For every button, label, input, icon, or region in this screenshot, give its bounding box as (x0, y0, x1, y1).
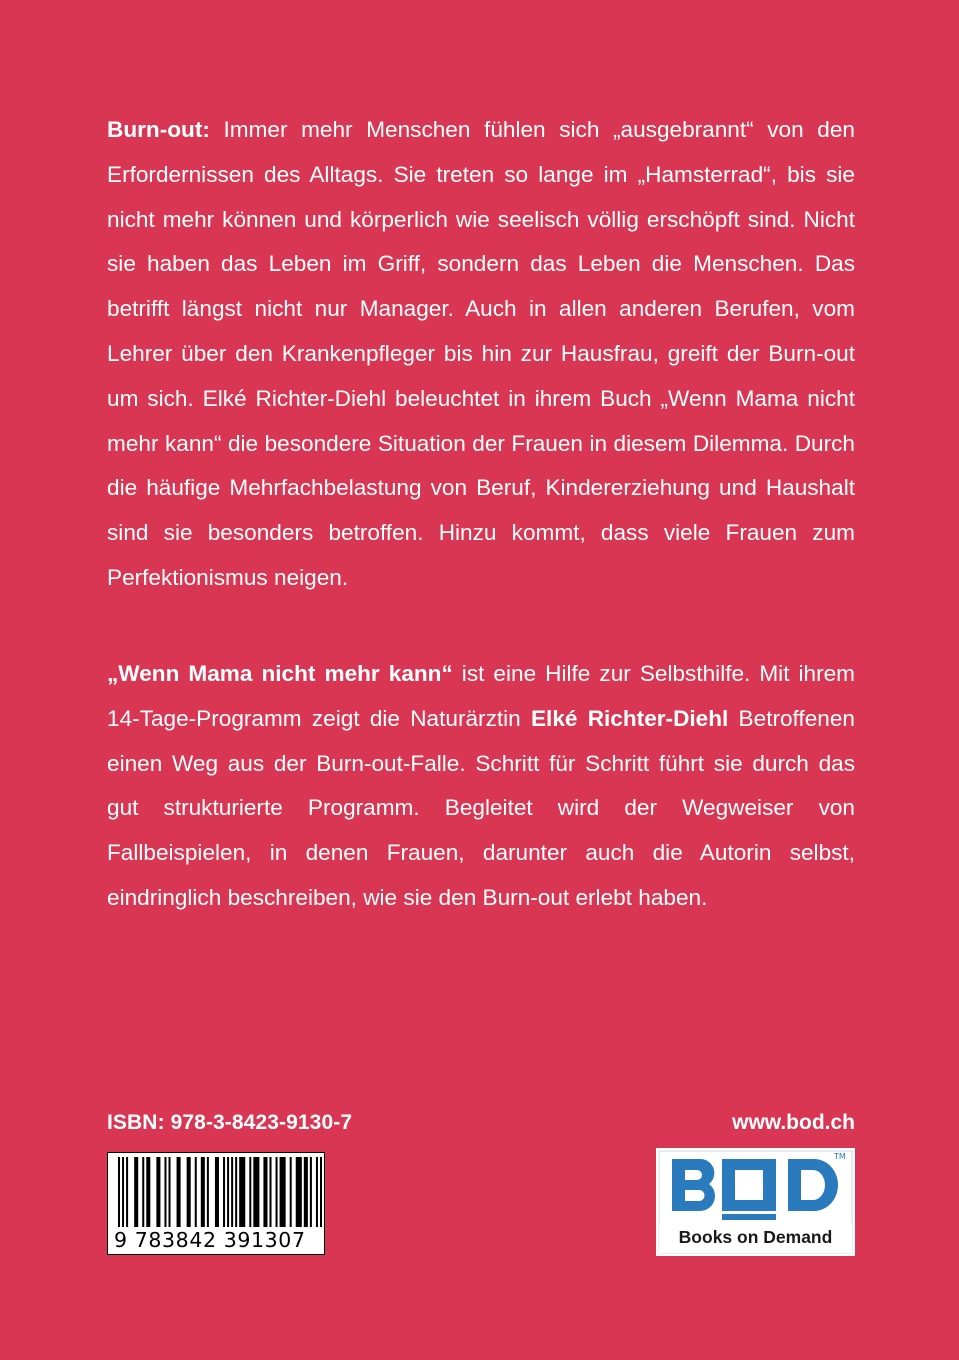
barcode-bar (134, 1157, 138, 1227)
barcode-bar (253, 1157, 259, 1227)
isbn-label: ISBN: 978-3-8423-9130-7 (107, 1111, 353, 1134)
bod-tagline: Books on Demand (678, 1227, 833, 1247)
barcode-bar (169, 1157, 171, 1227)
barcode-bar (296, 1157, 302, 1227)
barcode-bar (126, 1157, 128, 1227)
barcode-bar (263, 1157, 267, 1227)
barcode-bar (290, 1157, 292, 1227)
barcode-bar (227, 1157, 229, 1227)
barcode-bar (215, 1157, 219, 1227)
burnout-lead-label: Burn-out: (107, 117, 210, 142)
barcode-digits: 9 783842 391307 (114, 1228, 306, 1252)
barcode-bar (146, 1157, 150, 1227)
barcode-bar (207, 1157, 209, 1227)
barcode-bar (231, 1157, 233, 1227)
barcode-bar (249, 1157, 251, 1227)
description-text: Immer mehr Menschen fühlen sich „ausgebrannt“ von den Erfordernissen des Alltags. Sie treten so lange im „Hamsterrad“, bis sie nicht mehr können und körperlich wie seelisch völlig erschöpft sind. Nicht sie haben das Leben im Griff, sondern das Leben die Menschen. Das betrifft längst nicht nur Manager. Auch in allen anderen Berufen, vom Lehrer über den Krankenpfleger bis hin zur Hausfrau, greift der Burn-out um sich. Elké Richter-Diehl beleuchtet in ihrem Buch „Wenn Mama nicht mehr kann“ die besondere Situation der Frauen in diesem Dilemma. Durch die häufige Mehrfachbelastung von Beruf, Kindererziehung und Haushalt sind sie besonders betroffen. Hinzu kommt, dass viele Frauen zum Perfektionismus neigen. (107, 117, 855, 590)
description-paragraph (107, 108, 855, 601)
summary-text-1: ist eine Hilfe zur Selbsthilfe. Mit ihrem 14-Tage-Programm zeigt die Naturärztin (107, 661, 855, 731)
barcode-bar (280, 1157, 286, 1227)
barcode-bar (320, 1157, 322, 1227)
barcode-bar (156, 1157, 160, 1227)
barcode-bar (201, 1157, 205, 1227)
barcode-bar (223, 1157, 225, 1227)
author-name: Elké Richter-Diehl (530, 705, 729, 731)
summary-paragraph (107, 652, 855, 921)
isbn-barcode (107, 1152, 325, 1255)
barcode-bar (269, 1157, 271, 1227)
barcode-bar (310, 1157, 312, 1227)
barcode-bar (142, 1157, 144, 1227)
barcode-bar (177, 1157, 181, 1227)
barcode-bar (195, 1157, 197, 1227)
barcode-bar (235, 1157, 237, 1227)
summary-text-2: Betroffenen einen Weg aus der Burn-out-Falle. Schritt für Schritt führt sie durch das gut strukturierte Programm. Begleitet wird der Wegweiser von Fallbeispielen, in denen Frauen, darunter auch die Autorin selbst, eindringlich beschreiben, wie sie den Burn-out erlebt haben. (107, 705, 855, 910)
barcode-bar (316, 1157, 318, 1227)
barcode-bar (164, 1157, 166, 1227)
website-url: www.bod.ch (732, 1111, 855, 1134)
barcode-bar (239, 1157, 245, 1227)
barcode-bar (276, 1157, 278, 1227)
barcode-bar (304, 1157, 308, 1227)
trademark-mark: TM (834, 1152, 846, 1161)
barcode-bar (187, 1157, 191, 1227)
barcode-bar (118, 1157, 120, 1227)
book-title: „Wenn Mama nicht mehr kann“ (107, 661, 453, 686)
barcode-bar (122, 1157, 124, 1227)
bod-logo (656, 1148, 855, 1256)
